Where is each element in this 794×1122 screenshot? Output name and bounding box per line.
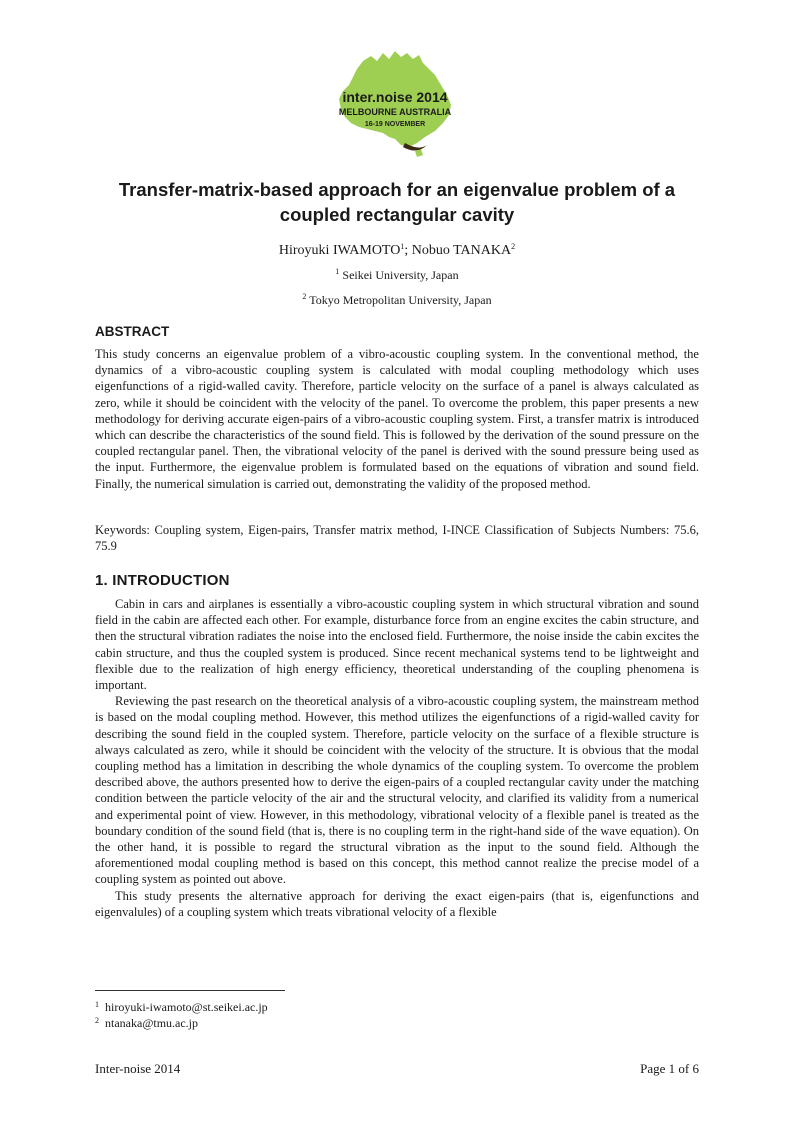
keywords: Keywords: Coupling system, Eigen-pairs, Transfer matrix method, I-INCE Classification of Subjects Numbers: 75.6, 75.9 [95, 523, 699, 554]
footnote-2-text: ntanaka@tmu.ac.jp [105, 1016, 199, 1030]
affiliation-1 [95, 264, 699, 283]
boomerang-icon [403, 143, 427, 151]
abstract-heading: ABSTRACT [95, 324, 170, 339]
introduction-heading: 1. INTRODUCTION [95, 572, 230, 589]
affiliation-1-text: Seikei University, Japan [342, 268, 459, 282]
footnote-1-text: hiroyuki-iwamoto@st.seikei.ac.jp [105, 1000, 268, 1014]
author-2-mark: 2 [511, 242, 516, 251]
logo-line2: MELBOURNE AUSTRALIA [338, 107, 452, 117]
logo-line1: inter.noise 2014 [342, 89, 448, 105]
author-list [95, 237, 699, 261]
author-2: Nobuo TANAKA [411, 243, 512, 258]
author-separator: ; [404, 243, 412, 258]
introduction-body [95, 596, 699, 920]
affiliation-1-mark: 1 [335, 267, 340, 276]
paper-title [95, 177, 699, 227]
footnote-divider [95, 990, 285, 991]
affiliation-2-mark: 2 [302, 292, 307, 301]
intro-paragraph-1: Cabin in cars and airplanes is essentially a vibro-acoustic coupling system in which structural vibration and sound field in the cabin are affected each other. For example, disturbance force from an engine excites the cabin structure, and then the structural vibration radiates the noise into the enclosed field. Furthermore, the noise inside the cabin excites the cabin structure, and thus the coupled system is produced. Since recent mechanical systems tend to be lightweight and flexible due to the realization of high energy efficiency, theoretical understanding of the coupling phenomena is important. [95, 597, 699, 693]
footnote-2 [95, 1013, 198, 1031]
affiliation-2 [95, 289, 699, 308]
abstract-text: This study concerns an eigenvalue problem of a vibro-acoustic coupling system. In the conventional method, the dynamics of a vibro-acoustic coupling system is calculated with modal coupling methodology which uses eigenfunctions of a rigid-walled cavity. Therefore, particle velocity on the surface of a panel is always calculated as zero, while it should be coincident with the velocity of the panel. To overcome the problem, this paper presents a new methodology for deriving accurate eigen-pairs of a vibro-acoustic coupling system. First, a transfer matrix is introduced which can describe the characteristics of the sound field. This is followed by the derivation of the sound pressure on the coupled rectangular panel. Then, the vibrational velocity of the panel is derived with the sound pressure being used as the input. Furthermore, the eigenvalue problem is formulated based on the equations of vibration and sound field. Finally, the numerical simulation is carried out, demonstrating the validity of the proposed method. [95, 347, 699, 491]
title-line-1: Transfer-matrix-based approach for an eigenvalue problem of a [118, 179, 676, 200]
affiliation-2-text: Tokyo Metropolitan University, Japan [309, 293, 492, 307]
footnote-2-mark: 2 [95, 1016, 99, 1025]
intro-paragraph-3: This study presents the alternative approach for deriving the exact eigen-pairs (that is, eigenfunctions and eigenvalules) of a coupling system which treats vibrational velocity of a flexible [95, 888, 699, 919]
intro-paragraph-2: Reviewing the past research on the theoretical analysis of a vibro-acoustic coupling system, the mainstream method is based on the modal coupling method. However, this method utilizes the eigenfunctions of a rigid-walled cavity for describing the sound field in the coupled system. Therefore, particle velocity on the surface of a flexible structure is always calculated as zero, while it should be coincident with the velocity of the structure. It is obvious that the modal coupling method has a limitation in describing the whole dynamics of the coupling system. To overcome the problem described above, the authors presented how to derive the eigen-pairs of a coupled rectangular cavity under the matching condition between the particle velocity of the air and the structural velocity, and clarified its validity from a numerical and experimental point of view. However, in this methodology, vibrational velocity of a flexible panel is treated as the boundary condition of the sound field (that is, there is no coupling term in the right-hand side of the wave equation). On the other hand, it is possible to regard the structural vibration as the input to the sound field. Although the aforementioned modal coupling method is based on this concept, this method cannot realize the precise model of a coupling system as pointed out above. [95, 694, 699, 887]
conference-logo [325, 47, 465, 165]
footer-page-number: Page 1 of 6 [640, 1061, 699, 1076]
abstract-body [95, 346, 699, 492]
footer-conference: Inter-noise 2014 [95, 1061, 181, 1076]
title-line-2: coupled rectangular cavity [279, 204, 515, 225]
author-1-mark: 1 [400, 242, 405, 251]
footnote-1-mark: 1 [95, 1000, 99, 1009]
author-1: Hiroyuki IWAMOTO [278, 243, 401, 258]
logo-line3: 16-19 NOVEMBER [364, 121, 426, 128]
